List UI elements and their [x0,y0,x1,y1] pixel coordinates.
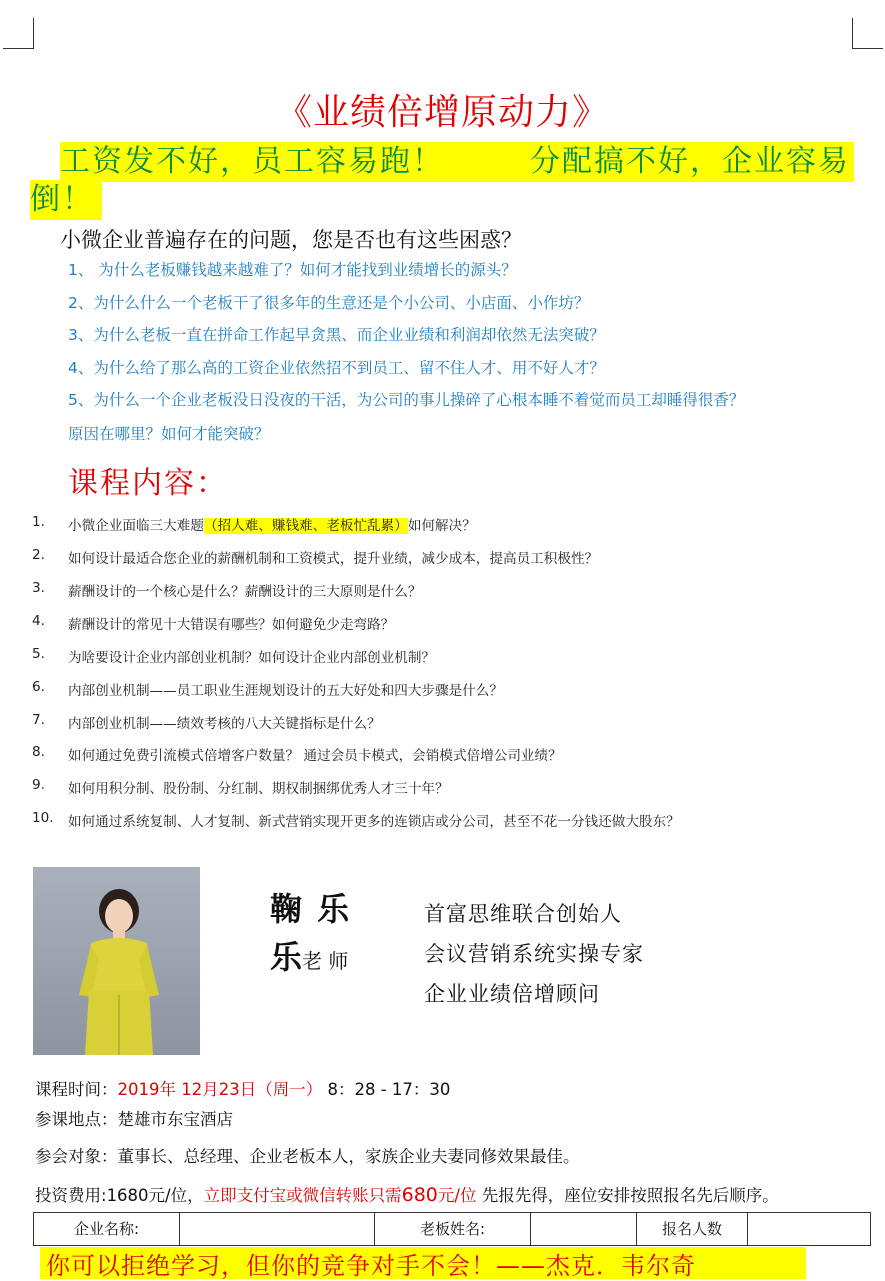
course-item-text: 薪酬设计的一个核心是什么？薪酬设计的三大原则是什么？ [68,584,422,600]
course-item-number: 2. [32,547,45,563]
teacher-name-char: 乐 [270,938,303,976]
fee-note: 先报先得，座位安排按照报名先后顺序。 [476,1186,779,1205]
course-audience-label: 参会对象： [35,1147,118,1166]
course-audience [35,1143,580,1167]
question-item: 4、为什么给了那么高的工资企业依然招不到员工、留不住人才、用不好人才？ [68,359,605,377]
fee-promo-unit: 元/位 [437,1186,477,1205]
slogan-part-1: 工资发不好，员工容易跑！ [60,144,444,179]
course-audience-value: 董事长、总经理、企业老板本人，家族企业夫妻同修效果最佳。 [117,1147,580,1166]
teacher-photo [33,867,200,1055]
course-item-number: 6. [32,679,45,695]
course-item-text: 如何用积分制、股份制、分红制、期权制捆绑优秀人才三十年？ [68,781,449,797]
course-hours: 8：28 - 17：30 [327,1080,451,1099]
course-fee [35,1182,779,1206]
fee-price: 1680元/位， [106,1186,204,1205]
course-item-text: 薪酬设计的常见十大错误有哪些？如何避免少走弯路？ [68,617,395,633]
attendee-count-field[interactable] [748,1213,869,1245]
course-item-text: 如何设计最适合您企业的薪酬机制和工资模式，提升业绩，减少成本，提高员工积极性？ [68,551,599,567]
course-item-number: 7. [32,712,45,728]
course-item-text: 小微企业面临三大难题 [68,518,204,534]
course-item-number: 3. [32,580,45,596]
course-item-text: 为啥要设计企业内部创业机制？如何设计企业内部创业机制？ [68,650,436,666]
teacher-title: 老 师 [302,949,349,973]
course-item-text: 如何通过系统复制、人才复制、新式营销实现开更多的连锁店或分公司，甚至不花一分钱还做大股东？ [68,814,680,830]
teacher-role: 企业业绩倍增顾问 [424,982,600,1006]
question-item: 2、为什么什么一个老板干了很多年的生意还是个小公司、小店面、小作坊？ [68,294,590,312]
course-date: 2019年 12月23日（周一） [117,1080,323,1099]
course-item-number: 5. [32,646,45,662]
course-item-highlight: （招人难、赚钱难、老板忙乱累） [203,518,408,534]
slogan-part-2: 分配搞不好，企业容易 [530,144,850,179]
course-item-text: 内部创业机制——绩效考核的八大关键指标是什么？ [68,716,381,732]
slogan-line-1 [60,142,854,182]
slogan-part-3: 倒！ [30,180,102,220]
course-item-text: 如何通过免费引流模式倍增客户数量？ 通过会员卡模式，会销模式倍增公司业绩？ [68,748,562,764]
attendee-count-label: 报名人数 [637,1213,748,1245]
teacher-role: 会议营销系统实操专家 [424,942,644,966]
fee-promo-text: 立即支付宝或微信转账只需 [203,1186,402,1205]
question-item: 1、 为什么老板赚钱越来越难了？如何才能找到业绩增长的源头？ [68,261,517,279]
registration-table [33,1212,871,1246]
teacher-name: 鞠 乐 [270,890,352,928]
course-item-text: 内部创业机制——员工职业生涯规划设计的五大好处和四大步骤是什么？ [68,683,503,699]
question-item: 原因在哪里？如何才能突破？ [68,425,270,443]
fee-promo-price: 680 [401,1184,438,1206]
teacher-portrait-icon [33,867,200,1055]
course-heading: 课程内容： [68,466,228,501]
course-place-label: 参课地点： [35,1110,118,1129]
course-item-number: 9. [32,777,45,793]
course-item-number: 8. [32,744,45,760]
company-name-field[interactable] [180,1213,375,1245]
closing-quote: 你可以拒绝学习，但你的竞争对手不会！——杰克．韦尔奇 [46,1252,696,1280]
questions-heading: 小微企业普遍存在的问题，您是否也有这些困惑？ [60,228,522,252]
fee-label: 投资费用: [35,1186,107,1205]
teacher-role: 首富思维联合创始人 [424,902,622,926]
crop-mark-top-right [852,18,883,49]
page-title: 《业绩倍增原动力》 [275,92,609,133]
course-item-number: 10. [32,810,54,826]
course-item-number: 1. [32,514,45,530]
teacher-name-line-2 [270,932,348,978]
course-item-text-end: 如何解决？ [407,518,476,534]
boss-name-field[interactable] [531,1213,637,1245]
course-time [35,1076,450,1100]
course-time-label: 课程时间： [35,1080,118,1099]
course-place [35,1106,233,1130]
course-place-value: 楚雄市东宝酒店 [117,1110,233,1129]
course-item-number: 4. [32,613,45,629]
boss-name-label: 老板姓名: [375,1213,531,1245]
company-name-label: 企业名称: [34,1213,180,1245]
question-item: 5、为什么一个企业老板没日没夜的干活，为公司的事儿操碎了心根本睡不着觉而员工却睡得很香？ [68,391,745,409]
question-item: 3、为什么老板一直在拼命工作起早贪黑、而企业业绩和利润却依然无法突破？ [68,326,605,344]
crop-mark-top-left [3,18,34,49]
